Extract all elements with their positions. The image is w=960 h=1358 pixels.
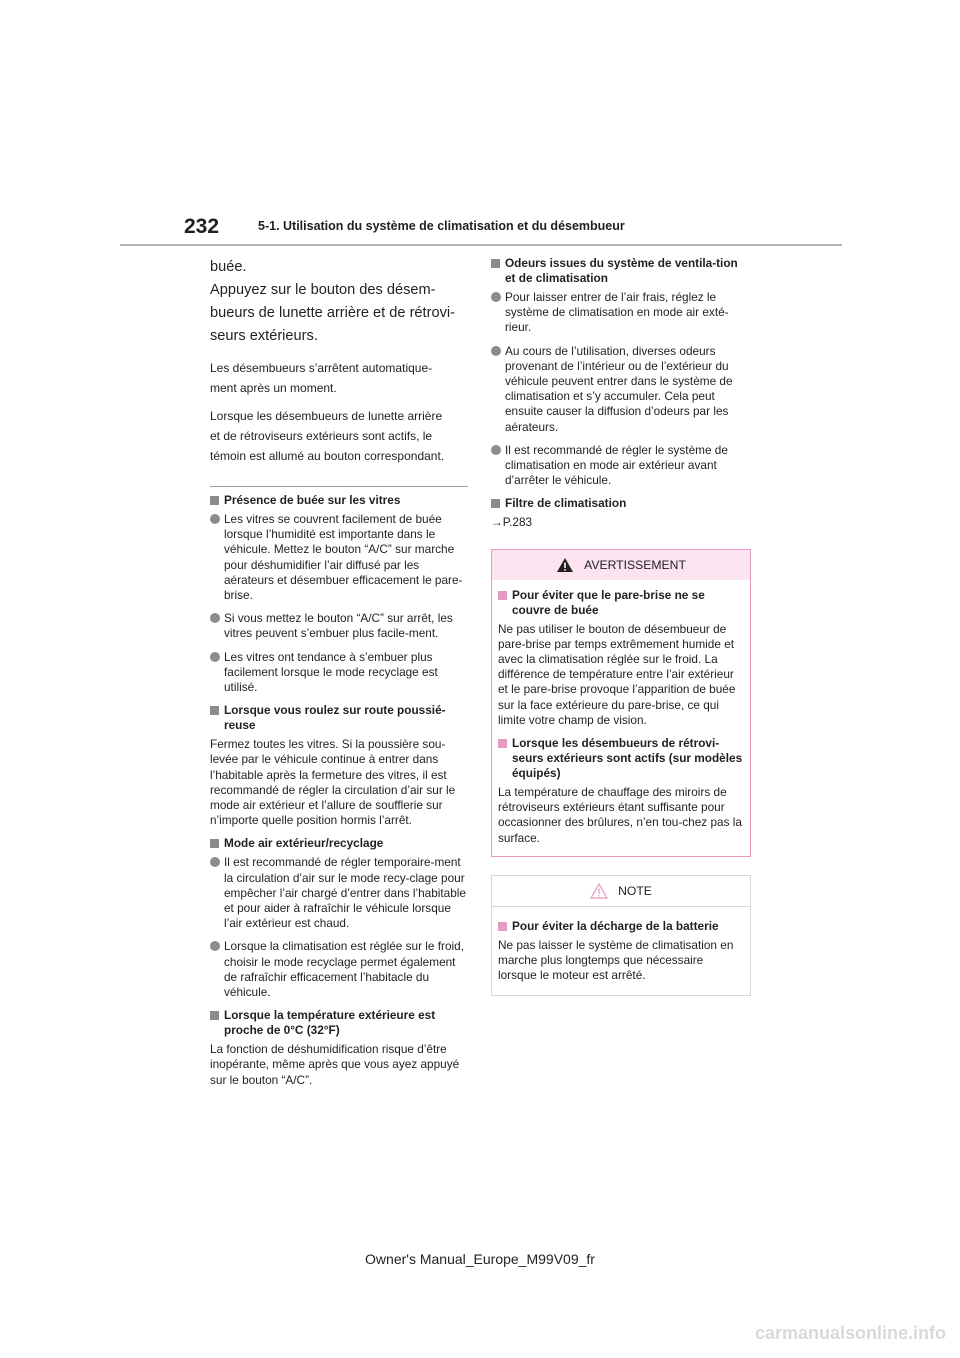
note-line: témoin est allumé au bouton correspondant. (210, 449, 445, 463)
section-text: Fermez toutes les vitres. Si la poussière sou-levée par le véhicule continue à entrer dans l’habitable après la fermeture des vitres, il est recommandé de régler la circulation d’air sur le mode air extérieur et l’allure de soufflerie sur n’importe quelle position hormis l’arrêt. (210, 737, 456, 828)
bullet-item: Lorsque la climatisation est réglée sur le froid, choisir le mode recyclage permet également de rafraîchir efficacement l’habitacle du véhicule. (210, 939, 468, 1000)
warning-header: AVERTISSEMENT (492, 550, 750, 580)
section-text: La fonction de déshumidification risque d’être inopérante, même après que vous ayez appuyé sur le bouton “A/C”. (210, 1042, 460, 1087)
page-reference-link[interactable]: →P.283 (491, 515, 533, 530)
square-marker-icon (210, 496, 219, 505)
note-line: ment après un moment. (210, 381, 337, 395)
warning-heading: Lorsque les désembueurs de rétrovi-seurs extérieurs sont actifs (sur modèles équipés) (498, 736, 744, 781)
section-heading: Lorsque vous roulez sur route poussié-reuse (210, 703, 468, 733)
bullet-item: Il est recommandé de régler le système de climatisation en mode air extérieur avant d’arrêter le véhicule. (491, 443, 751, 489)
section-heading: Présence de buée sur les vitres (210, 493, 468, 508)
note-heading: Pour éviter la décharge de la batterie (498, 919, 744, 934)
bullet-dot-icon (210, 514, 220, 524)
section-heading: Filtre de climatisation (491, 496, 751, 511)
header-divider (120, 244, 842, 246)
intro-line: Appuyez sur le bouton des désem- (210, 282, 436, 298)
square-marker-icon (210, 1011, 219, 1020)
square-marker-icon (210, 706, 219, 715)
bullet-dot-icon (491, 445, 501, 455)
bullet-dot-icon (210, 613, 220, 623)
watermark: carmanualsonline.info (754, 1323, 946, 1343)
bullet-dot-icon (210, 652, 220, 662)
intro-note (210, 358, 468, 466)
warning-triangle-icon (556, 557, 574, 573)
section-heading: Mode air extérieur/recyclage (210, 836, 468, 851)
left-column (210, 256, 468, 1096)
warning-text: Ne pas utiliser le bouton de désembueur de pare-brise par temps extrêmement humide et avec la climatisation réglée sur le froid. La différence de température entre l’air extérieur et le pare-brise provoque l’apparition de buée sur la face extérieure du pare-brise, ce qui limite votre champ de vision. (498, 621, 736, 727)
bullet-item: Au cours de l’utilisation, diverses odeurs provenant de l’intérieur ou de l’extérieur du véhicule peuvent entrer dans le système de climatisation et s’y accumuler. Cela peut ensuite causer la diffusion d’odeurs par les aérateurs. (491, 344, 751, 435)
warning-body (492, 580, 750, 856)
note-text: Ne pas laisser le système de climatisation en marche plus longtemps que nécessaire lorsque le moteur est arrêté. (498, 937, 734, 983)
right-column (491, 256, 751, 996)
note-box (491, 875, 751, 997)
square-marker-icon (498, 591, 507, 600)
intro-line: buée. (210, 259, 247, 275)
square-marker-icon (498, 922, 507, 931)
bullet-dot-icon (491, 346, 501, 356)
bullet-item: Les vitres se couvrent facilement de buée lorsque l’humidité est importante dans le véhicule. Mettez le bouton “A/C” sur marche pour déshumidifier l’air diffusé par les aérateurs et désembuer efficacement le pare-brise. (210, 512, 468, 603)
note-line: Lorsque les désembueurs de lunette arrière (210, 409, 443, 423)
warning-text: La température de chauffage des miroirs de rétroviseurs extérieurs étant suffisante pour occasionner des brûlures, n’en tou-chez pas la surface. (498, 785, 742, 845)
page-number: 232 (184, 215, 220, 238)
square-marker-icon (210, 839, 219, 848)
warning-heading: Pour éviter que le pare-brise ne se couvre de buée (498, 588, 744, 618)
bullet-item: Pour laisser entrer de l’air frais, réglez le système de climatisation en mode air exté-rieur. (491, 290, 751, 336)
bullet-item: Si vous mettez le bouton “A/C” sur arrêt, les vitres peuvent s’embuer plus facile-ment. (210, 611, 468, 641)
section-title: 5-1. Utilisation du système de climatisation et du désembueur (258, 219, 625, 233)
note-body (492, 911, 750, 996)
bullet-item: Il est recommandé de régler temporaire-ment la circulation d’air sur le mode recy-clage pour empêcher l’air chargé d’entrer dans l’habitable et pour aider à rafraîchir le véhicule lorsque l’air extérieur est chaud. (210, 855, 468, 931)
section-heading: Lorsque la température extérieure est proche de 0°C (32°F) (210, 1008, 468, 1038)
square-marker-icon (498, 739, 507, 748)
square-marker-icon (491, 499, 500, 508)
note-divider (492, 906, 750, 907)
bullet-dot-icon (210, 857, 220, 867)
warning-box (491, 549, 751, 857)
note-header: NOTE (492, 876, 750, 906)
caution-triangle-icon (590, 883, 608, 899)
intro-instruction (210, 256, 468, 348)
bullet-dot-icon (491, 292, 501, 302)
note-line: Les désembueurs s’arrêtent automatique- (210, 361, 433, 375)
section-divider (210, 486, 468, 487)
footer-text: Owner's Manual_Europe_M99V09_fr (365, 1251, 595, 1267)
square-marker-icon (491, 259, 500, 268)
section-heading: Odeurs issues du système de ventila-tion et de climatisation (491, 256, 751, 286)
note-line: et de rétroviseurs extérieurs sont actifs, le (210, 429, 433, 443)
intro-line: seurs extérieurs. (210, 328, 318, 344)
bullet-dot-icon (210, 941, 220, 951)
bullet-item: Les vitres ont tendance à s’embuer plus facilement lorsque le mode recyclage est utilisé. (210, 650, 468, 696)
intro-line: bueurs de lunette arrière et de rétrovi- (210, 305, 455, 321)
